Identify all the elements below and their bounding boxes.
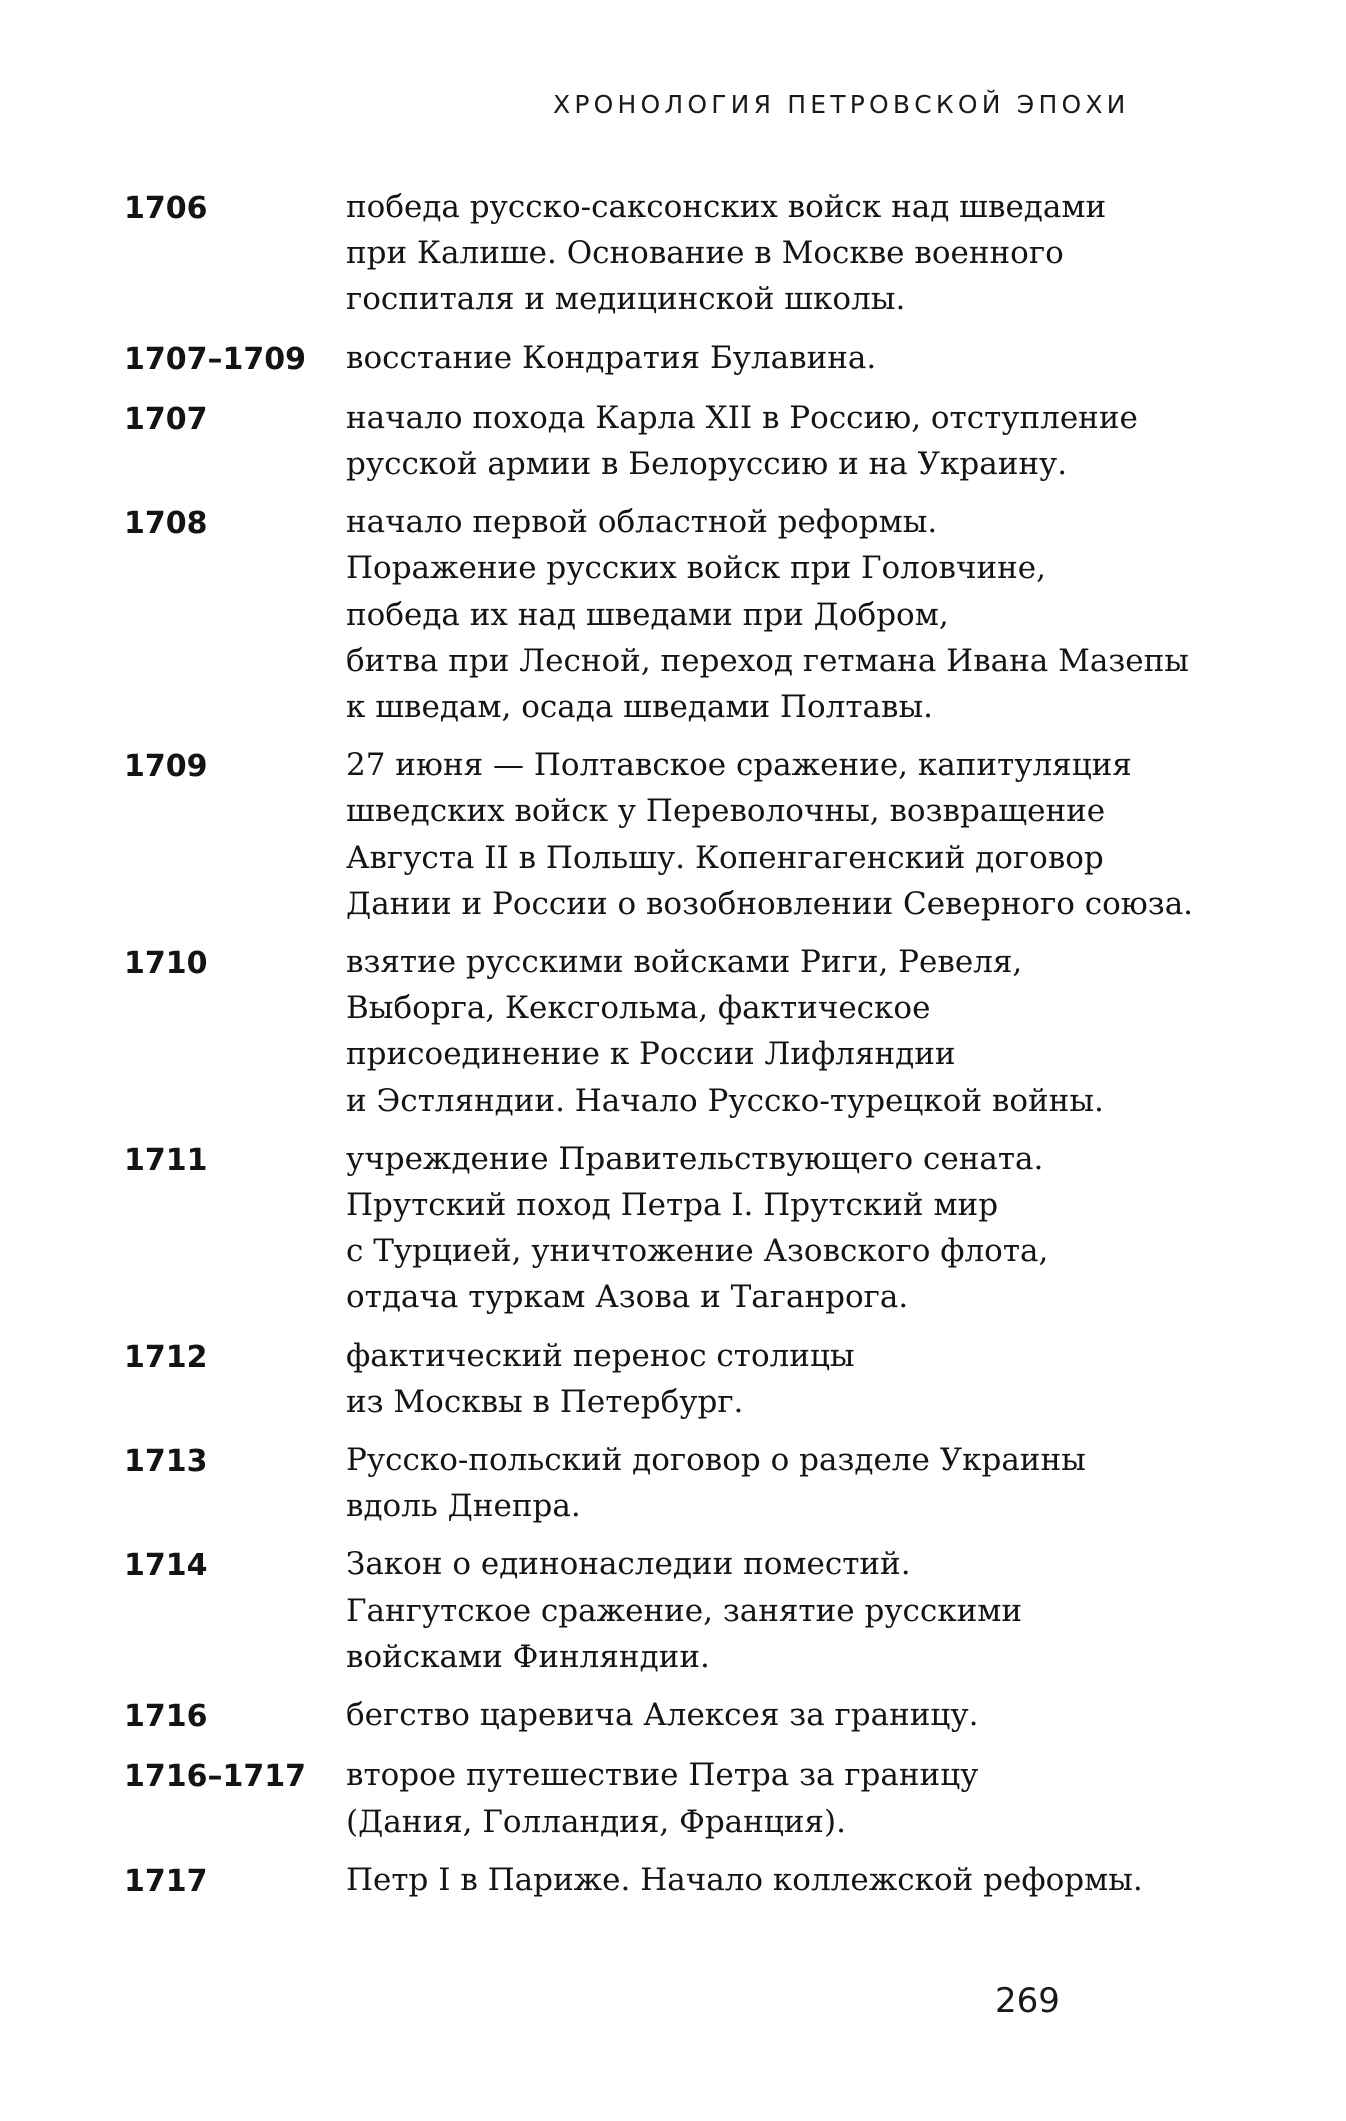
entry-line: вдоль Днепра. [346,1488,581,1525]
entry-line: учреждение Правительствующего сената. [346,1140,1044,1177]
entry-text [346,939,1244,1124]
entry-line: Августа II в Польшу. Копенгагенский договор [346,839,1104,876]
entry-text [346,742,1244,927]
running-head: ХРОНОЛОГИЯ ПЕТРОВСКОЙ ЭПОХИ [553,90,1130,119]
chronology-entry [124,1136,1244,1321]
chronology-entry [124,1857,1244,1905]
entry-line: шведских войск у Переволочны, возвращение [346,793,1106,830]
entry-year: 1708 [124,506,208,542]
entry-year: 1716 [124,1699,208,1735]
chronology-entry [124,499,1244,730]
chronology-entry [124,395,1244,487]
entry-line: с Турцией, уничтожение Азовского флота, [346,1233,1049,1270]
entry-line: победа их над шведами при Добром, [346,596,949,633]
entry-line: к шведам, осада шведами Полтавы. [346,689,933,726]
entry-line: фактический перенос столицы [346,1337,855,1374]
entry-line: присоединение к России Лифляндии [346,1036,956,1073]
entry-line: второе путешествие Петра за границу [346,1757,979,1794]
entry-text [346,184,1244,323]
entry-year: 1712 [124,1339,208,1375]
entry-text [346,1692,1244,1738]
entry-year: 1710 [124,946,208,982]
entry-line: из Москвы в Петербург. [346,1383,744,1420]
entry-year: 1717 [124,1863,208,1899]
entry-year: 1707–1709 [124,341,306,377]
entry-year: 1714 [124,1548,208,1584]
entry-line: (Дания, Голландия, Франция). [346,1803,846,1840]
entry-line: Поражение русских войск при Головчине, [346,550,1046,587]
entry-line: битва при Лесной, переход гетмана Ивана Мазепы [346,642,1189,679]
chronology-entry [124,939,1244,1124]
entry-line: 27 июня — Полтавское сражение, капитуляция [346,747,1132,784]
entry-year: 1716–1717 [124,1759,306,1795]
entry-line: Выборга, Кексгольма, фактическое [346,990,931,1027]
chronology-entry [124,1752,1244,1844]
entry-line: начало первой областной реформы. [346,504,938,541]
chronology-entry [124,742,1244,927]
entry-text [346,335,1244,381]
chronology-entry [124,335,1244,383]
chronology-list [124,184,1244,1905]
entry-line: бегство царевича Алексея за границу. [346,1697,979,1734]
chronology-entry [124,1437,1244,1529]
entry-line: при Калише. Основание в Москве военного [346,235,1064,272]
entry-line: Дании и России о возобновлении Северного союза. [346,885,1194,922]
page-number: 269 [995,1981,1060,2021]
entry-text [346,1752,1244,1844]
entry-line: войсками Финляндии. [346,1638,710,1675]
entry-text [346,499,1244,730]
entry-text [346,1541,1244,1680]
entry-year: 1709 [124,749,208,785]
entry-line: начало похода Карла XII в Россию, отступление [346,399,1138,436]
entry-line: русской армии в Белоруссию и на Украину. [346,446,1068,483]
entry-year: 1707 [124,401,208,437]
chronology-entry [124,1333,1244,1425]
entry-text [346,1857,1244,1903]
entry-line: Гангутское сражение, занятие русскими [346,1592,1023,1629]
entry-text [346,1333,1244,1425]
entry-line: Русско-польский договор о разделе Украины [346,1442,1086,1479]
entry-line: отдача туркам Азова и Таганрога. [346,1279,909,1316]
entry-text [346,1136,1244,1321]
entry-text [346,1437,1244,1529]
entry-year: 1711 [124,1142,208,1178]
entry-line: госпиталя и медицинской школы. [346,281,906,318]
entry-line: и Эстляндии. Начало Русско-турецкой войны. [346,1082,1104,1119]
entry-line: Закон о единонаследии поместий. [346,1546,911,1583]
entry-text [346,395,1244,487]
entry-year: 1713 [124,1444,208,1480]
entry-line: взятие русскими войсками Риги, Ревеля, [346,944,1023,981]
chronology-entry [124,1541,1244,1680]
entry-year: 1706 [124,191,208,226]
entry-line: победа русско-саксонских войск над шведами [346,189,1107,225]
chronology-entry [124,184,1244,323]
chronology-entry [124,1692,1244,1740]
entry-line: Петр I в Париже. Начало коллежской реформы. [346,1861,1143,1898]
entry-line: Прутский поход Петра I. Прутский мир [346,1187,999,1224]
entry-line: восстание Кондратия Булавина. [346,339,877,376]
